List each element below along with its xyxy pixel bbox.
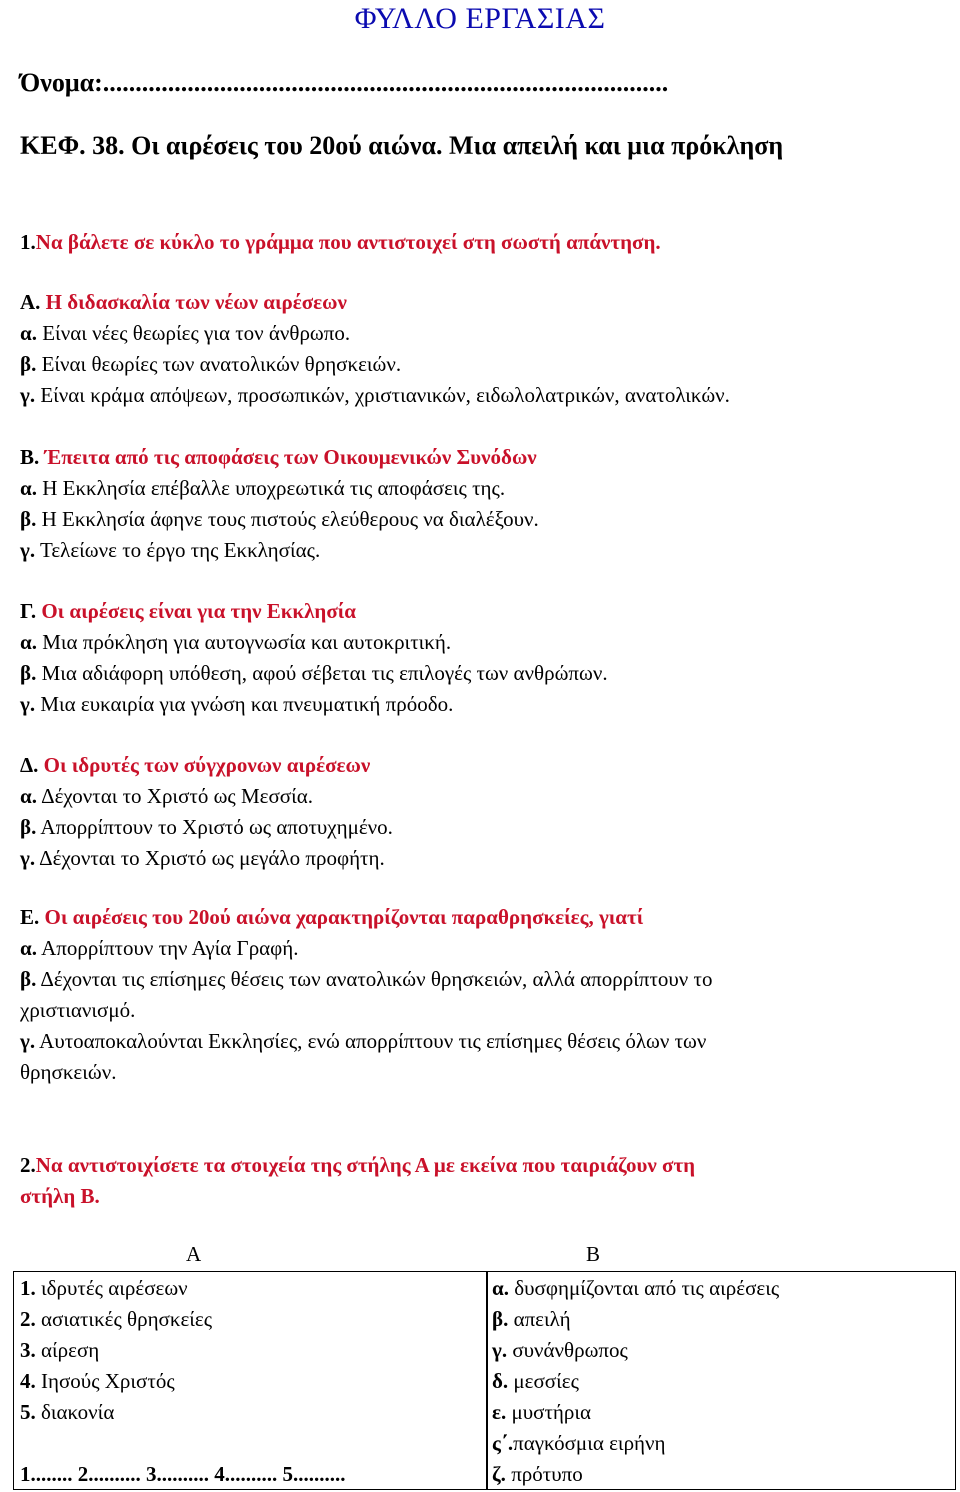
answer-option-continuation: χριστιανισμό.: [20, 998, 136, 1022]
column-a-item: 4. Ιησούς Χριστός: [20, 1369, 175, 1393]
answer-option[interactable]: β. Απορρίπτουν το Χριστό ως αποτυχημένο.: [20, 815, 393, 839]
answer-option-continuation: θρησκειών.: [20, 1060, 117, 1084]
column-b-item: ε. μυστήρια: [492, 1400, 592, 1424]
column-a-item: 2. ασιατικές θρησκείες: [20, 1307, 213, 1331]
column-b-item: ς΄.παγκόσμια ειρήνη: [492, 1431, 666, 1455]
column-a-item: 3. αίρεση: [20, 1338, 100, 1362]
q2-instruction-cont: στήλη Β.: [20, 1184, 100, 1208]
answer-option[interactable]: α. Μια πρόκληση για αυτογνωσία και αυτοκριτική.: [20, 630, 452, 654]
column-b-item: γ. συνάνθρωπος: [492, 1338, 628, 1362]
question-stem: Δ. Οι ιδρυτές των σύγχρονων αιρέσεων: [20, 753, 371, 777]
answer-option[interactable]: α. Η Εκκλησία επέβαλλε υποχρεωτικά τις αποφάσεις της.: [20, 476, 506, 500]
answer-option[interactable]: β. Μια αδιάφορη υπόθεση, αφού σέβεται τις επιλογές των ανθρώπων.: [20, 661, 608, 685]
answer-option[interactable]: β. Η Εκκλησία άφηνε τους πιστούς ελεύθερους να διαλέξουν.: [20, 507, 539, 531]
question-stem: Γ. Οι αιρέσεις είναι για την Εκκλησία: [20, 599, 356, 623]
question-stem: Β. Έπειτα από τις αποφάσεις των Οικουμενικών Συνόδων: [20, 445, 537, 469]
answer-option[interactable]: γ. Είναι κράμα απόψεων, προσωπικών, χριστιανικών, ειδωλολατρικών, ανατολικών.: [20, 383, 730, 407]
column-b-item: δ. μεσσίες: [492, 1369, 579, 1393]
answer-option[interactable]: α. Είναι νέες θεωρίες για τον άνθρωπο.: [20, 321, 351, 345]
column-b-item: ζ. πρότυπο: [492, 1462, 583, 1486]
answer-option[interactable]: γ. Αυτοαποκαλούνται Εκκλησίες, ενώ απορρίπτουν τις επίσημες θέσεις όλων των: [20, 1029, 707, 1053]
answer-blanks[interactable]: 1........ 2.......... 3.......... 4.......... 5..........: [20, 1462, 346, 1486]
column-b-item: β. απειλή: [492, 1307, 571, 1331]
q2-instruction: 2.Να αντιστοιχίσετε τα στοιχεία της στήλης Α με εκείνα που ταιριάζουν στη: [20, 1153, 696, 1177]
worksheet-title: ΦΥΛΛΟ ΕΡΓΑΣΙΑΣ: [354, 2, 606, 35]
answer-option[interactable]: α. Απορρίπτουν την Αγία Γραφή.: [20, 936, 299, 960]
column-b-item: α. δυσφημίζονται από τις αιρέσεις: [492, 1276, 780, 1300]
column-a-item: 1. ιδρυτές αιρέσεων: [20, 1276, 188, 1300]
q1-instruction: 1.Να βάλετε σε κύκλο το γράμμα που αντιστοιχεί στη σωστή απάντηση.: [20, 230, 661, 254]
answer-option[interactable]: γ. Μια ευκαιρία για γνώση και πνευματική πρόοδο.: [20, 692, 454, 716]
question-stem: Α. Η διδασκαλία των νέων αιρέσεων: [20, 290, 347, 314]
column-b-header: Β: [586, 1242, 601, 1266]
answer-option[interactable]: β. Δέχονται τις επίσημες θέσεις των ανατολικών θρησκειών, αλλά απορρίπτουν το: [20, 967, 713, 991]
column-divider: [486, 1272, 488, 1489]
answer-option[interactable]: γ. Τελείωνε το έργο της Εκκλησίας.: [20, 538, 321, 562]
answer-option[interactable]: β. Είναι θεωρίες των ανατολικών θρησκειών.: [20, 352, 402, 376]
column-a-item: 5. διακονία: [20, 1400, 115, 1424]
name-line: Όνομα:.......................................................................................: [20, 68, 669, 97]
chapter-line: ΚΕΦ. 38. Οι αιρέσεις του 20ού αιώνα. Μια απειλή και μια πρόκληση: [20, 131, 784, 160]
question-stem: Ε. Οι αιρέσεις του 20ού αιώνα χαρακτηρίζονται παραθρησκείες, γιατί: [20, 905, 644, 929]
column-a-header: Α: [186, 1242, 202, 1266]
answer-option[interactable]: α. Δέχονται το Χριστό ως Μεσσία.: [20, 784, 314, 808]
answer-option[interactable]: γ. Δέχονται το Χριστό ως μεγάλο προφήτη.: [20, 846, 385, 870]
